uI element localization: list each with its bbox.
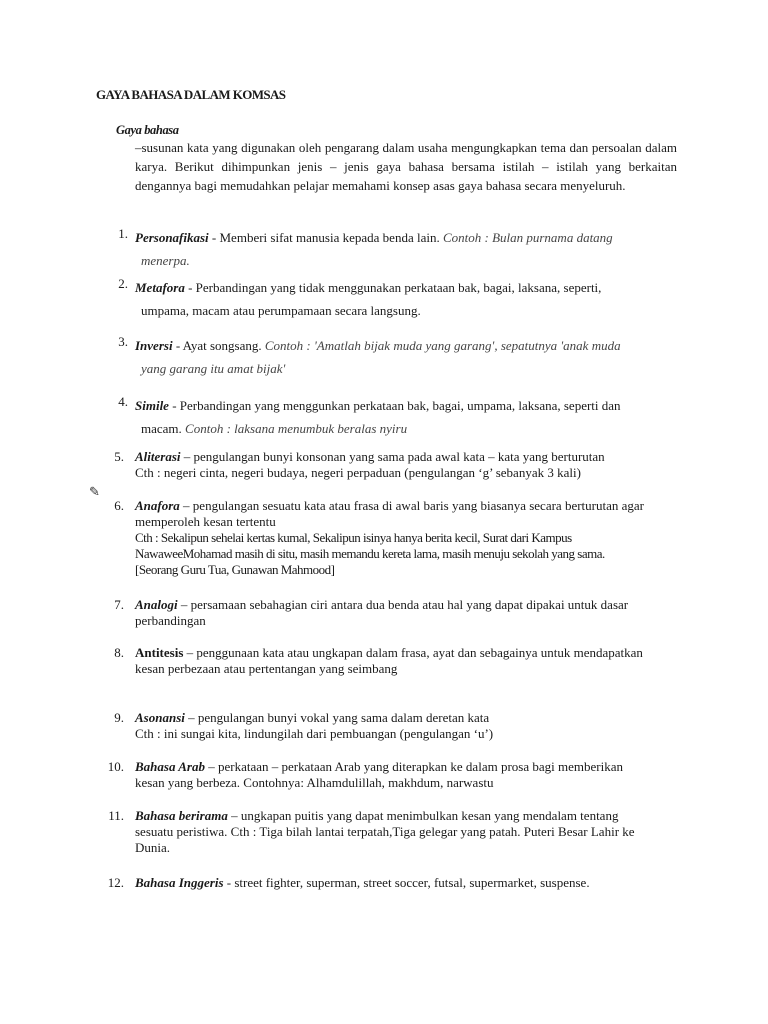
item-description: – perkataan – perkataan Arab yang diterapkan ke dalam prosa bagi memberikan bbox=[204, 759, 623, 774]
item-example: Contoh : 'Amatlah bijak muda yang garang', sepatutnya 'anak muda bbox=[264, 338, 621, 353]
item-term: Simile bbox=[135, 398, 169, 413]
item-description: – pengulangan bunyi vokal yang sama dalam deretan kata bbox=[184, 710, 490, 725]
item-number: 8. bbox=[114, 645, 124, 660]
item-description-cont: kesan yang berbeza. Contohnya: Alhamdulillah, makhdum, narwastu bbox=[135, 775, 494, 790]
pencil-icon: ✎ bbox=[89, 484, 100, 499]
item-description: – pengulangan bunyi konsonan yang sama pada awal kata – kata yang berturutan bbox=[180, 449, 605, 464]
item-description: – persamaan sebahagian ciri antara dua benda atau hal yang dapat dipakai untuk dasar bbox=[177, 597, 629, 612]
item-description: - street fighter, superman, street soccer, futsal, supermarket, suspense. bbox=[223, 875, 590, 890]
item-example: sesuatu peristiwa. Cth : Tiga bilah lantai terpatah,Tiga gelegar yang patah. Puteri Besar Lahir ke bbox=[135, 824, 635, 839]
item-term: Bahasa Inggeris bbox=[135, 875, 224, 890]
item-term: Asonansi bbox=[135, 710, 185, 725]
item-number: 2. bbox=[118, 276, 128, 291]
item-number: 1. bbox=[118, 226, 128, 241]
item-number: 3. bbox=[118, 334, 128, 349]
item-description: - Memberi sifat manusia kepada benda lain. bbox=[208, 230, 443, 245]
item-example: Cth : ini sungai kita, lindungilah dari pembuangan (pengulangan ‘u’) bbox=[135, 726, 494, 741]
item-term: Antitesis bbox=[135, 645, 184, 660]
item-term: Personafikasi bbox=[135, 230, 209, 245]
item-number: 7. bbox=[114, 597, 124, 612]
item-description-cont: umpama, macam atau perumpamaan secara langsung. bbox=[141, 303, 421, 318]
item-term: Inversi bbox=[135, 338, 173, 353]
item-example: Cth : negeri cinta, negeri budaya, negeri perpaduan (pengulangan ‘g’ sebanyak 3 kali) bbox=[135, 465, 581, 480]
item-term: Anafora bbox=[135, 498, 180, 513]
item-description: - Ayat songsang. bbox=[172, 338, 265, 353]
item-number: 6. bbox=[114, 498, 124, 513]
item-number: 11. bbox=[108, 808, 124, 823]
item-term: Aliterasi bbox=[135, 449, 181, 464]
item-example-cont: menerpa. bbox=[141, 253, 190, 268]
item-number: 5. bbox=[114, 449, 124, 464]
item-example-cont: NawaweeMohamad masih di situ, masih memandu kereta lama, masih menuju sekolah yang sama. bbox=[135, 546, 605, 561]
item-term: Bahasa Arab bbox=[135, 759, 205, 774]
item-example: Contoh : laksana menumbuk beralas nyiru bbox=[185, 421, 408, 436]
section-heading: Gaya bahasa bbox=[116, 123, 179, 137]
item-citation: [Seorang Guru Tua, Gunawan Mahmood] bbox=[135, 562, 335, 577]
item-description-cont: macam. bbox=[141, 421, 186, 436]
item-number: 10. bbox=[107, 759, 124, 774]
item-number: 9. bbox=[114, 710, 124, 725]
intro-paragraph: –susunan kata yang digunakan oleh pengarang dalam usaha mengungkapkan tema dan persoalan dalam karya. Berikut dihimpunkan jenis – jenis gaya bahasa bersama istilah – istilah yang berkaitan dengannya bagi memudahkan pelajar memahami konsep asas gaya bahasa secara menyeluruh. bbox=[135, 140, 677, 193]
item-description: - Perbandingan yang menggunkan perkataan bak, bagai, umpama, laksana, seperti dan bbox=[168, 398, 621, 413]
document-title: GAYA BAHASA DALAM KOMSAS bbox=[96, 87, 286, 102]
item-description: – ungkapan puitis yang dapat menimbulkan kesan yang mendalam tentang bbox=[227, 808, 619, 823]
item-description: – pengulangan sesuatu kata atau frasa di awal baris yang biasanya secara berturutan agar bbox=[179, 498, 644, 513]
item-number: 4. bbox=[118, 394, 128, 409]
item-term: Metafora bbox=[135, 280, 185, 295]
item-number: 12. bbox=[107, 875, 124, 890]
item-description: – penggunaan kata atau ungkapan dalam frasa, ayat dan sebagainya untuk mendapatkan bbox=[183, 645, 643, 660]
item-term: Analogi bbox=[135, 597, 178, 612]
item-description: - Perbandingan yang tidak menggunakan perkataan bak, bagai, laksana, seperti, bbox=[184, 280, 602, 295]
item-example: Cth : Sekalipun sehelai kertas kumal, Sekalipun isinya hanya berita kecil, Surat dari Kampus bbox=[135, 530, 572, 545]
item-description-cont: perbandingan bbox=[135, 613, 206, 628]
item-example-cont: Dunia. bbox=[135, 840, 171, 855]
item-example: Contoh : Bulan purnama datang bbox=[442, 230, 613, 245]
item-description-cont: memperoleh kesan tertentu bbox=[135, 514, 276, 529]
item-example-cont: yang garang itu amat bijak' bbox=[141, 361, 286, 376]
item-term: Bahasa berirama bbox=[135, 808, 228, 823]
item-description-cont: kesan perbezaan atau pertentangan yang seimbang bbox=[135, 661, 398, 676]
